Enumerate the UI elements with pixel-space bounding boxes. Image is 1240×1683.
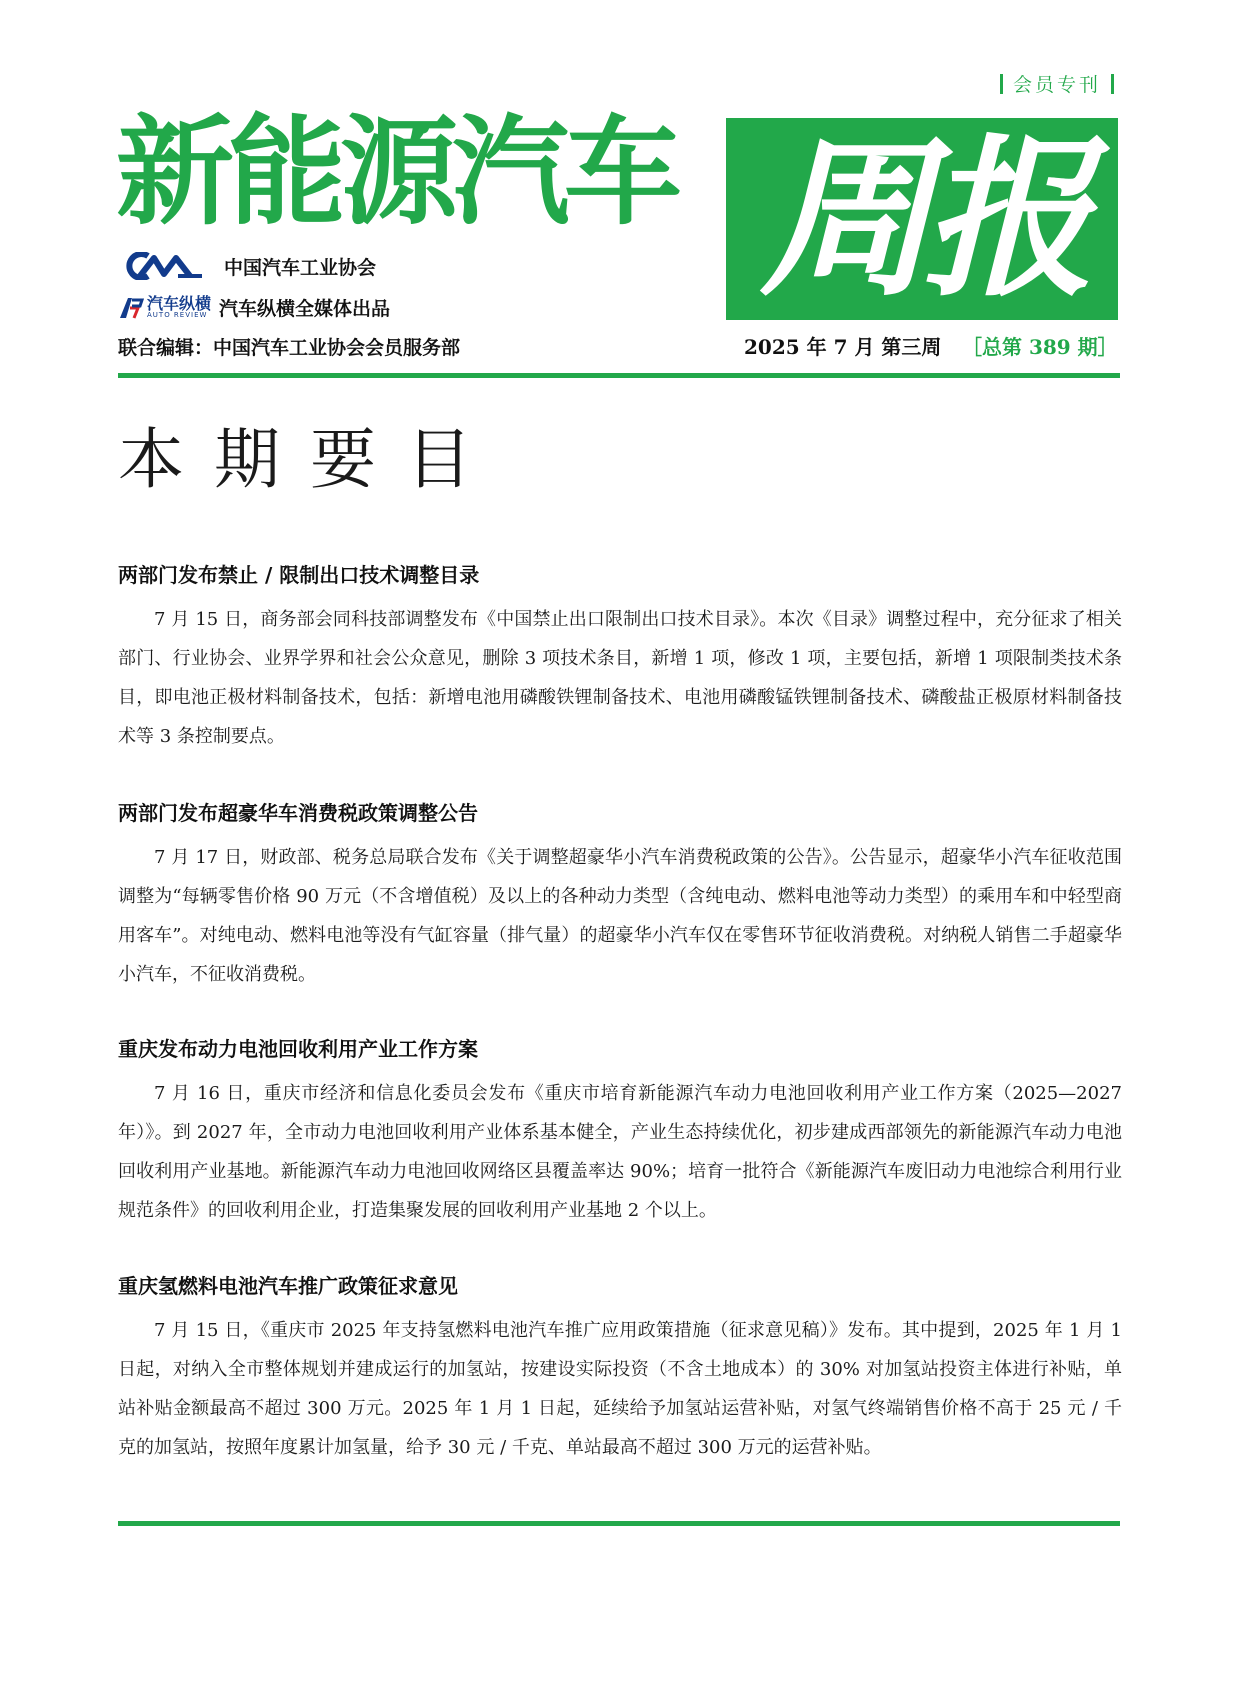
member-edition-tag bbox=[990, 70, 1124, 97]
section-title: 本期要目 bbox=[118, 421, 502, 498]
header-divider bbox=[118, 373, 1120, 378]
auto-review-mark-icon bbox=[118, 296, 144, 320]
auto-review-logo-icon bbox=[118, 296, 211, 320]
article bbox=[118, 1271, 1122, 1467]
article bbox=[118, 798, 1122, 994]
member-tag-text: 会员专刊 bbox=[1013, 74, 1102, 96]
joint-editor: 联合编辑：中国汽车工业协会会员服务部 bbox=[118, 337, 461, 359]
publisher-caam bbox=[118, 252, 376, 280]
masthead-weekly-text: 周报 bbox=[760, 117, 1084, 320]
article-body: 7 月 17 日，财政部、税务总局联合发布《关于调整超豪华小汽车消费税政策的公告》。公告显示，超豪华小汽车征收范围调整为“每辆零售价格 90 万元（不含增值税）及以上的各种动力类型（含纯电动、燃料电池等动力类型）的乘用车和中轻型商用客车”。对纯电动、燃料电池等没有气缸容量（排气量）的超豪华小汽车仅在零售环节征收消费税。对纳税人销售二手超豪华小汽车，不征收消费税。 bbox=[118, 847, 1122, 985]
auto-review-cn: 汽车纵横 bbox=[147, 294, 212, 313]
tag-divider bbox=[1111, 74, 1114, 94]
masthead-title: 新能源汽车 bbox=[116, 103, 677, 241]
footer-divider bbox=[118, 1521, 1120, 1526]
auto-review-name: 汽车纵横全媒体出品 bbox=[219, 298, 391, 320]
issue-number: ［总第 389 期］ bbox=[962, 335, 1118, 359]
masthead-weekly-block bbox=[726, 118, 1118, 320]
article-title: 重庆氢燃料电池汽车推广政策征求意见 bbox=[118, 1274, 458, 1298]
article bbox=[118, 1034, 1122, 1230]
article-title: 两部门发布禁止 / 限制出口技术调整目录 bbox=[118, 563, 480, 587]
article-title: 重庆发布动力电池回收利用产业工作方案 bbox=[118, 1037, 478, 1061]
auto-review-en: AUTO REVIEW bbox=[147, 311, 208, 319]
issue-date: 2025 年 7 月 第三周 bbox=[744, 335, 942, 359]
caam-name: 中国汽车工业协会 bbox=[224, 256, 377, 279]
article-body: 7 月 15 日，《重庆市 2025 年支持氢燃料电池汽车推广应用政策措施（征求意见稿）》发布。其中提到，2025 年 1 月 1 日起，对纳入全市整体规划并建成运行的加氢站，按建设实际投资（不含土地成本）的 30% 对加氢站投资主体进行补贴，单站补贴金额最高不超过 300 万元。2025 年 1 月 1 日起，延续给予加氢站运营补贴，对氢气终端销售价格不高于 25 元 / 千克的加氢站，按照年度累计加氢量，给予 30 元 / 千克、单站最高不超过 300 万元的运营补贴。 bbox=[118, 1320, 1122, 1458]
article-body: 7 月 15 日，商务部会同科技部调整发布《中国禁止出口限制出口技术目录》。本次《目录》调整过程中，充分征求了相关部门、行业协会、业界学界和社会公众意见，删除 3 项技术条目，新增 1 项，修改 1 项，主要包括，新增 1 项限制类技术条目，即电池正极材料制备技术，包括：新增电池用磷酸铁锂制备技术、电池用磷酸锰铁锂制备技术、磷酸盐正极原材料制备技术等 3 条控制要点。 bbox=[118, 609, 1122, 747]
article bbox=[118, 560, 1122, 756]
tag-divider bbox=[1000, 74, 1003, 94]
caam-logo-icon bbox=[118, 252, 208, 280]
publisher-auto-review bbox=[118, 294, 390, 321]
article-title: 两部门发布超豪华车消费税政策调整公告 bbox=[118, 801, 478, 825]
article-body: 7 月 16 日，重庆市经济和信息化委员会发布《重庆市培育新能源汽车动力电池回收利用产业工作方案（2025—2027 年）》。到 2027 年，全市动力电池回收利用产业体系基本健全，产业生态持续优化，初步建成西部领先的新能源汽车动力电池回收利用产业基地。新能源汽车动力电池回收网络区县覆盖率达 90%；培育一批符合《新能源汽车废旧动力电池综合利用行业规范条件》的回收利用企业，打造集聚发展的回收利用产业基地 2 个以上。 bbox=[118, 1083, 1122, 1221]
